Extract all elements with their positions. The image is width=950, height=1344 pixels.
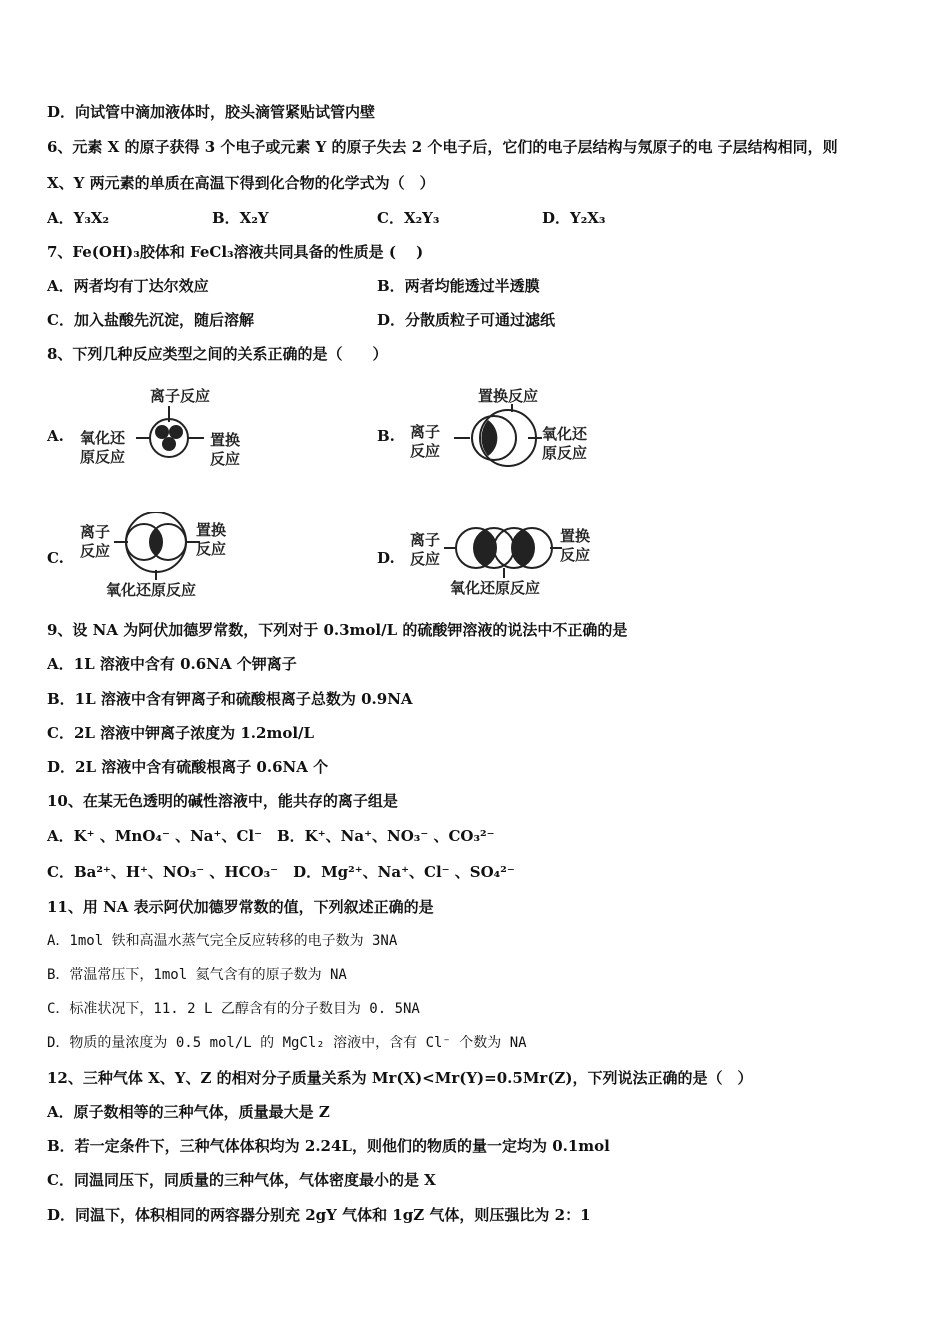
q8-label-a: A. <box>47 427 64 445</box>
diagC-bottom-label: 氧化还原反应 <box>106 581 197 599</box>
q11-option-d: D．物质的量浓度为 0.5 mol/L 的 MgCl₂ 溶液中，含有 Cl⁻ 个数为 NA <box>47 1035 527 1051</box>
q8-label-d: D. <box>377 549 395 567</box>
diagC-left-label-1: 离子 <box>80 523 111 541</box>
diagA-top-label: 离子反应 <box>150 387 211 405</box>
q8-diagram-c <box>78 512 258 604</box>
q12-stem: 12、三种气体 X、Y、Z 的相对分子质量关系为 Mr(X)<Mr(Y)=0.5Mr(Z)，下列说法正确的是（ ） <box>47 1069 753 1087</box>
diagC-left-label-2: 反应 <box>80 542 111 560</box>
q8-diagram-d <box>408 524 608 600</box>
q7-option-c: C．加入盐酸先沉淀，随后溶解 <box>47 311 254 329</box>
diagB-left-label-2: 反应 <box>410 442 441 460</box>
q7-option-a: A．两者均有丁达尔效应 <box>47 277 209 295</box>
q9-option-d: D．2L 溶液中含有硫酸根离子 0.6NA 个 <box>47 758 329 776</box>
q11-option-b: B．常温常压下，1mol 氦气含有的原子数为 NA <box>47 967 347 983</box>
q8-stem: 8、下列几种反应类型之间的关系正确的是（ ） <box>47 345 388 363</box>
diagD-right-label-1: 置换 <box>560 527 591 545</box>
diagC-right-label-1: 置换 <box>196 521 227 539</box>
diagB-right-label-1: 氧化还 <box>542 425 588 443</box>
q6-option-a: A．Y₃X₂ <box>47 209 110 227</box>
q6-stem-line1: 6、元素 X 的原子获得 3 个电子或元素 Y 的原子失去 2 个电子后，它们的电子层结构与氖原子的电 子层结构相同，则 <box>47 138 838 156</box>
diagC-right-label-2: 反应 <box>196 540 227 558</box>
diagD-bottom-label: 氧化还原反应 <box>450 579 541 597</box>
q12-option-a: A．原子数相等的三种气体，质量最大是 Z <box>47 1103 330 1121</box>
diagB-right-label-2: 原反应 <box>542 444 588 462</box>
q8-diagram-a <box>78 386 258 472</box>
q7-stem: 7、Fe(OH)₃胶体和 FeCl₃溶液共同具备的性质是 ( ) <box>47 243 424 261</box>
diagD-left-label-1: 离子 <box>410 531 441 549</box>
q6-option-c: C．X₂Y₃ <box>377 209 440 227</box>
diagA-right-label-2: 反应 <box>210 450 241 468</box>
q9-stem: 9、设 NA 为阿伏加德罗常数，下列对于 0.3mol/L 的硫酸钾溶液的说法中不正确的是 <box>47 621 628 639</box>
diagD-left-label-2: 反应 <box>410 550 441 568</box>
q11-stem: 11、用 NA 表示阿伏加德罗常数的值，下列叙述正确的是 <box>47 898 434 916</box>
q8-diagram-b <box>408 386 608 472</box>
diagA-right-label-1: 置换 <box>210 431 241 449</box>
q11-option-a: A．1mol 铁和高温水蒸气完全反应转移的电子数为 3NA <box>47 933 398 949</box>
diagA-left-label-2: 原反应 <box>80 448 126 466</box>
q12-option-d: D．同温下，体积相同的两容器分别充 2gY 气体和 1gZ 气体，则压强比为 2：1 <box>47 1206 591 1224</box>
q10-stem: 10、在某无色透明的碱性溶液中，能共存的离子组是 <box>47 792 398 810</box>
q6-stem-line2: X、Y 两元素的单质在高温下得到化合物的化学式为（ ） <box>47 174 435 192</box>
q8-label-b: B. <box>377 427 395 445</box>
q6-option-b: B．X₂Y <box>212 209 269 227</box>
diagD-right-label-2: 反应 <box>560 546 591 564</box>
q6-option-d: D．Y₂X₃ <box>542 209 606 227</box>
q5-option-d: D．向试管中滴加液体时，胶头滴管紧贴试管内壁 <box>47 103 376 121</box>
q12-option-b: B．若一定条件下，三种气体体积均为 2.24L，则他们的物质的量一定均为 0.1mol <box>47 1137 610 1155</box>
q9-option-c: C．2L 溶液中钾离子浓度为 1.2mol/L <box>47 724 315 742</box>
q7-option-b: B．两者均能透过半透膜 <box>377 277 540 295</box>
q10-options-ab: A．K⁺ 、MnO₄⁻ 、Na⁺、Cl⁻ B．K⁺、Na⁺、NO₃⁻ 、CO₃²⁻ <box>47 827 495 845</box>
q8-label-c: C. <box>47 549 64 567</box>
diagB-top-label: 置换反应 <box>478 387 539 405</box>
q7-option-d: D．分散质粒子可通过滤纸 <box>377 311 556 329</box>
diagA-left-label-1: 氧化还 <box>80 429 126 447</box>
q11-option-c: C．标准状况下，11. 2 L 乙醇含有的分子数目为 0. 5NA <box>47 1001 420 1017</box>
q9-option-b: B．1L 溶液中含有钾离子和硫酸根离子总数为 0.9NA <box>47 690 413 708</box>
q12-option-c: C．同温同压下，同质量的三种气体，气体密度最小的是 X <box>47 1171 436 1189</box>
q9-option-a: A．1L 溶液中含有 0.6NA 个钾离子 <box>47 655 297 673</box>
diagB-left-label-1: 离子 <box>410 423 441 441</box>
q10-options-cd: C．Ba²⁺、H⁺、NO₃⁻ 、HCO₃⁻ D．Mg²⁺、Na⁺、Cl⁻ 、SO₄²⁻ <box>47 863 515 881</box>
